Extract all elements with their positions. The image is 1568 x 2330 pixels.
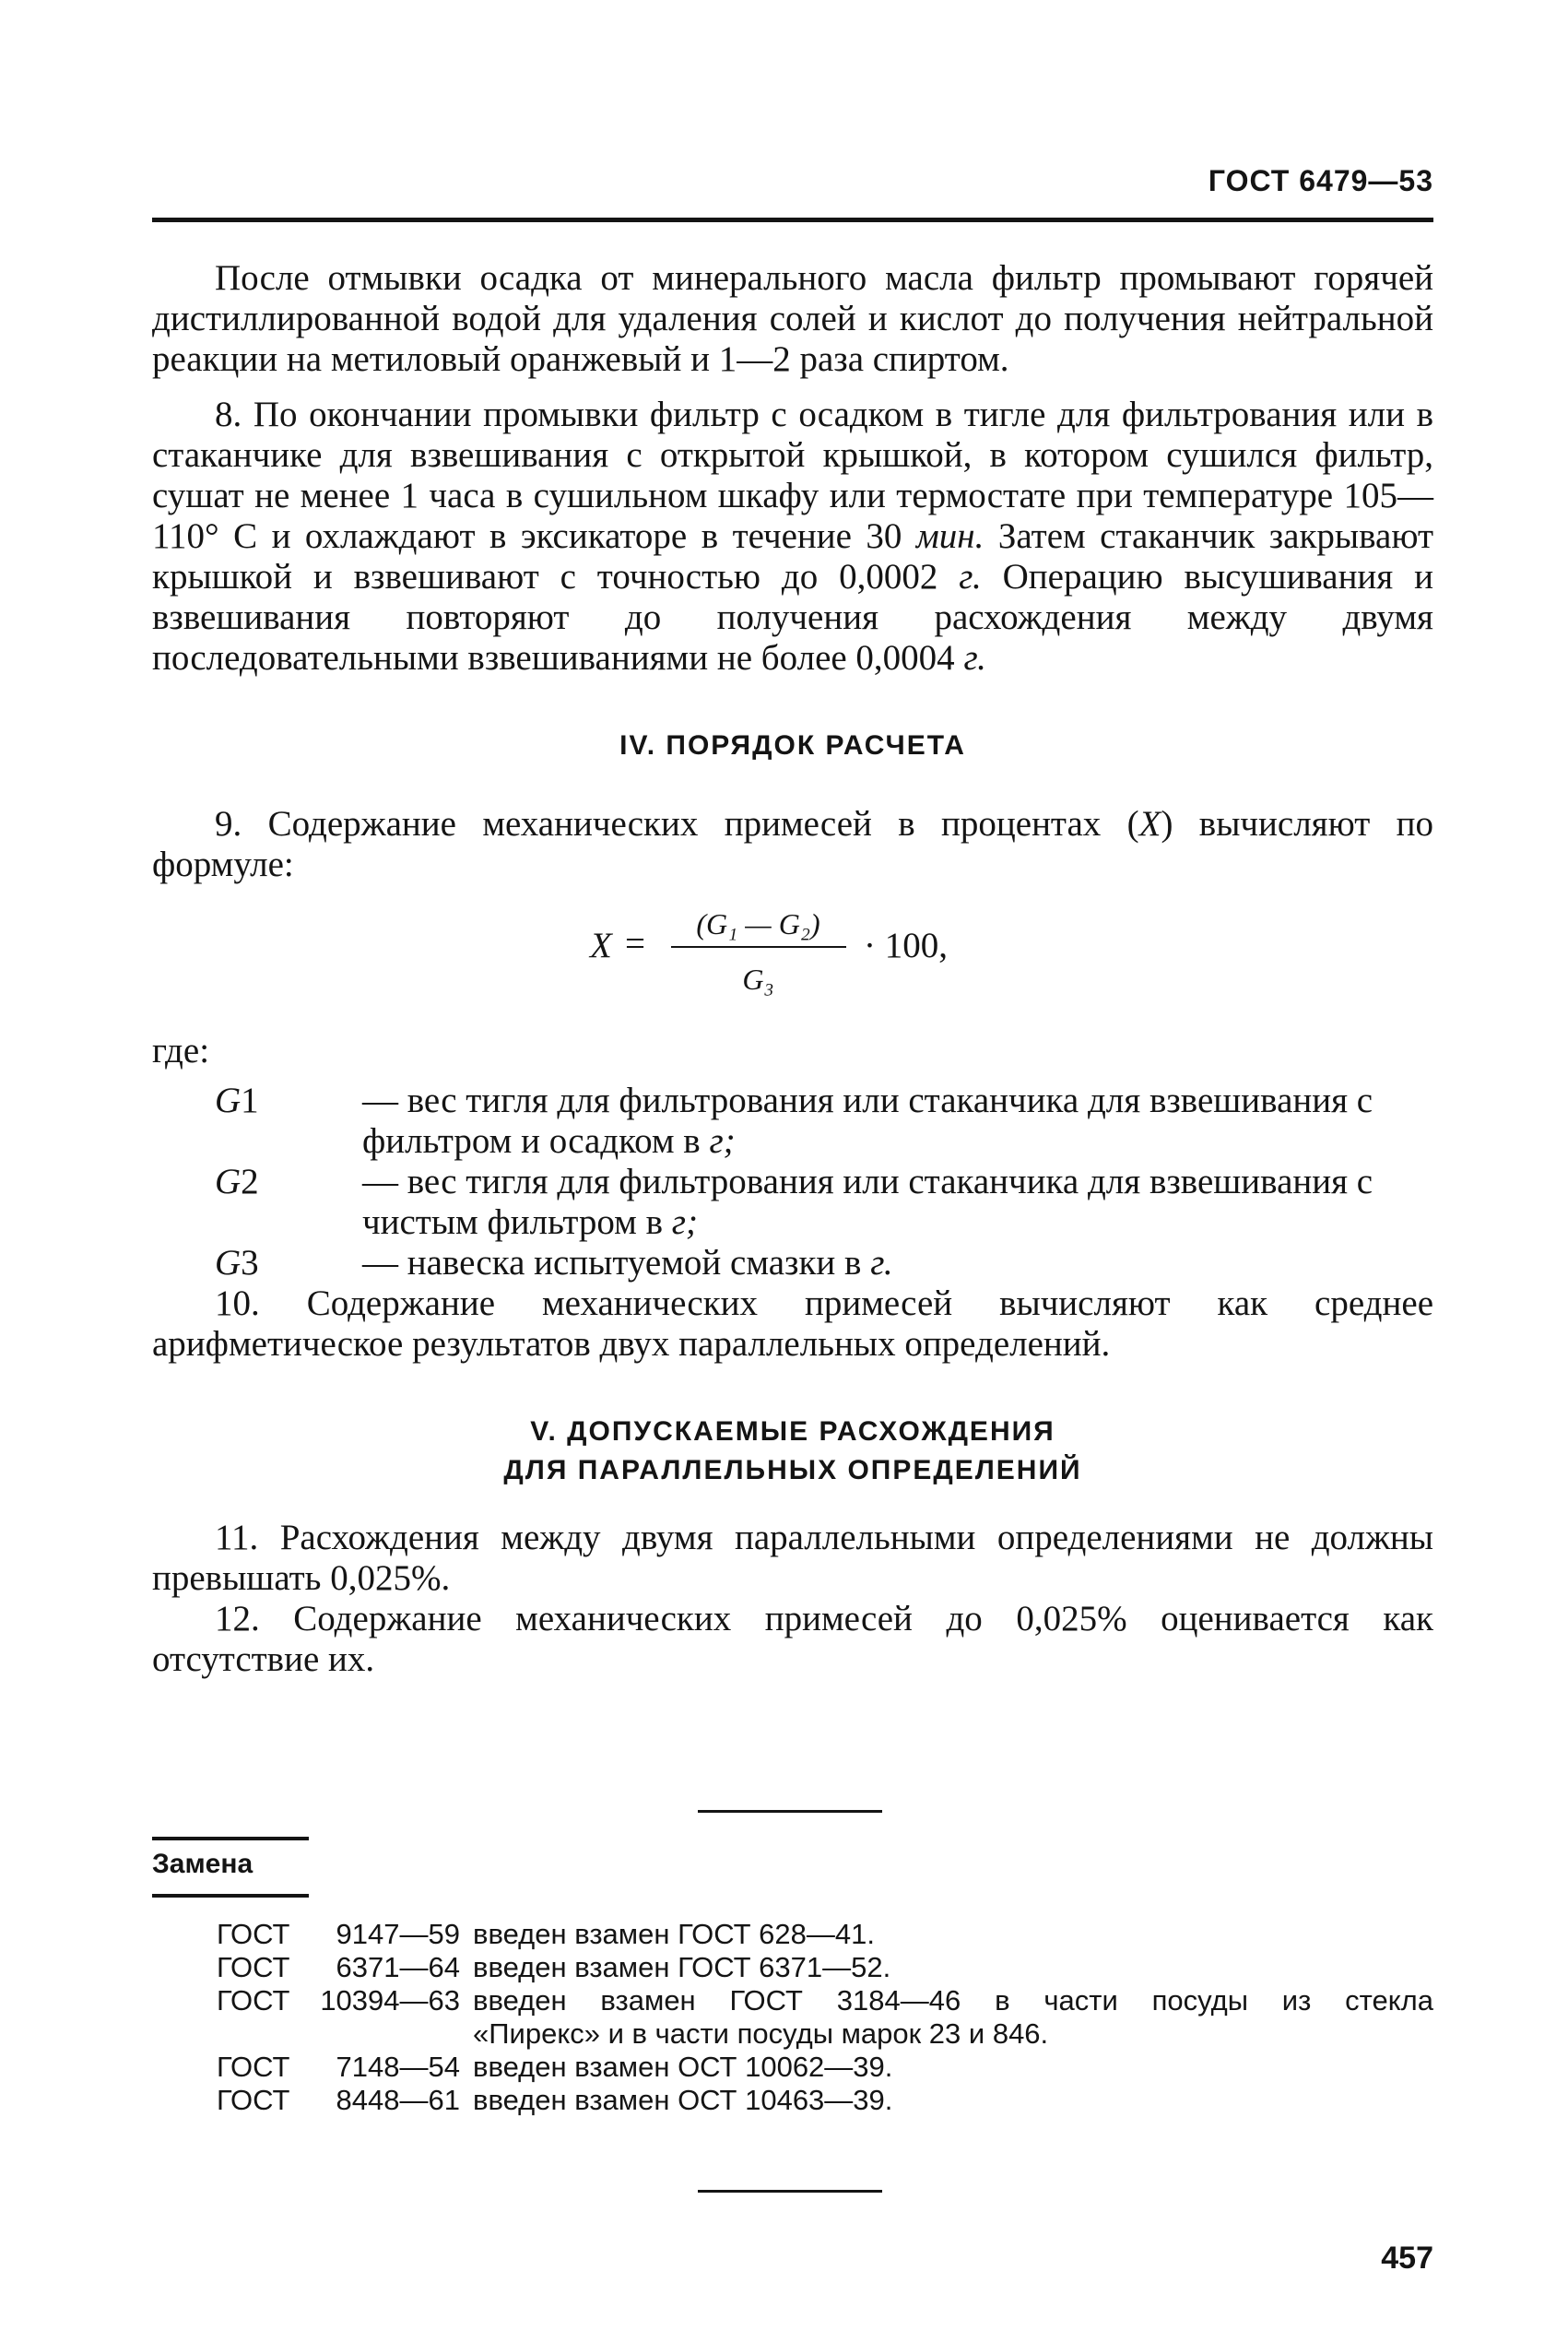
definition-body: — вес тигля для фильтрования или стаканчика для взвешивания с чистым фильтром в — [362, 1162, 1373, 1242]
symbol-letter: G — [215, 1081, 242, 1120]
paragraph-8 — [152, 395, 1433, 679]
paragraph-9 — [152, 804, 1433, 885]
p8-unit-min: мин. — [915, 516, 984, 556]
page-number: 457 — [1381, 2241, 1433, 2276]
section-v-title-line1: V. ДОПУСКАЕМЫЕ РАСХОЖДЕНИЯ — [530, 1416, 1055, 1447]
section-iv-title: IV. ПОРЯДОК РАСЧЕТА — [619, 730, 966, 761]
definition-g2 — [152, 1162, 1433, 1243]
paragraph-10: 10. Содержание механических примесей вычисляют как среднее арифметическое результатов двух параллельных определений. — [152, 1283, 1433, 1364]
document-page — [152, 0, 1433, 2330]
formula-fraction-bar — [671, 946, 846, 948]
p8-text-3: Операцию высушивания и взвешивания повторяют до получения расхождения между двумя последовательными взвешиваниями не более 0,0004 — [152, 557, 1433, 678]
definition-body: — навеска испытуемой смазки в — [362, 1243, 871, 1283]
replacement-prefix: ГОСТ — [217, 1918, 290, 1950]
definition-body: — вес тигля для фильтрования или стаканчика для взвешивания с фильтром и осадком в — [362, 1081, 1373, 1161]
symbol-g1 — [152, 1081, 362, 1162]
formula-equals: = — [625, 924, 645, 964]
definition-g3 — [152, 1243, 1433, 1283]
footnote-title: Замена — [152, 1849, 253, 1879]
replacement-text: введен взамен ГОСТ 6371—52. — [473, 1951, 891, 1983]
replacement-prefix: ГОСТ — [217, 1984, 290, 2017]
definition-text — [362, 1243, 1433, 1283]
p8-text-2: Затем стаканчик закрывают крышкой и взвешивают с точностью до 0,0002 — [152, 516, 1433, 597]
replacement-text: введен взамен ГОСТ 628—41. — [473, 1918, 875, 1950]
symbol-letter: G — [215, 1243, 242, 1283]
replacement-text: введен взамен ОСТ 10062—39. — [473, 2051, 893, 2083]
replacement-row — [217, 1918, 1433, 1951]
paragraph-intro: После отмывки осадка от минерального масла фильтр промывают горячей дистиллированной водой для удаления солей и кислот до получения нейтральной реакции на метиловый оранжевый и 1—2 раза спиртом. — [152, 258, 1433, 379]
definition-text — [362, 1162, 1433, 1243]
footnote-rule-bottom — [152, 1894, 309, 1898]
section-v-title-line2: ДЛЯ ПАРАЛЛЕЛЬНЫХ ОПРЕДЕЛЕНИЙ — [503, 1455, 1082, 1485]
p9-text-2: ) вычисляют по формуле: — [152, 804, 1433, 884]
symbol-g2 — [152, 1162, 362, 1243]
header-rule — [152, 218, 1433, 222]
symbol-g3 — [152, 1243, 362, 1283]
formula-denominator: G₃ — [742, 963, 774, 996]
footnote-rule-top — [152, 1837, 309, 1840]
replacement-prefix: ГОСТ — [217, 2051, 290, 2083]
formula-lhs: X — [590, 926, 612, 965]
p8-text-1: 8. По окончании промывки фильтр с осадком в тигле для фильтрования или в стаканчике для взвешивания с открытой крышкой, в котором сушился фильтр, сушат не менее 1 часа в сушильном шкафу или термостате при температуре 105—110° С и охлаждают в эксикаторе в течение 30 — [152, 395, 1433, 556]
replacement-number: 8448—61 — [336, 2084, 460, 2116]
replacement-prefix: ГОСТ — [217, 2084, 290, 2116]
symbol-index: 1 — [241, 1081, 259, 1120]
separator-rule-bottom — [698, 2190, 882, 2193]
replacement-text: введен взамен ГОСТ 3184—46 в части посуды из стекла — [473, 1984, 1433, 2017]
symbol-index: 3 — [241, 1243, 259, 1283]
formula-multiplier: · 100, — [864, 926, 948, 965]
definition-text — [362, 1081, 1433, 1162]
replacement-number: 9147—59 — [336, 1918, 460, 1950]
replacement-row — [217, 2084, 1433, 2117]
body-text — [152, 258, 1433, 1680]
replacement-list — [217, 1918, 1433, 2117]
replacement-row — [217, 1951, 1433, 1984]
variable-definitions — [152, 1081, 1433, 1283]
symbol-letter: G — [215, 1162, 242, 1201]
replacement-row — [217, 1984, 1433, 2017]
replacement-number: 6371—64 — [336, 1951, 460, 1983]
where-label: где: — [152, 1031, 210, 1070]
section-v-title — [152, 1413, 1433, 1490]
replacement-prefix: ГОСТ — [217, 1951, 290, 1983]
definition-unit: г; — [709, 1121, 736, 1161]
paragraph-12: 12. Содержание механических примесей до 0,025% оценивается как отсутствие их. — [152, 1599, 1433, 1679]
p8-unit-g1: г. — [959, 557, 982, 597]
formula-numerator: (G₁ — G₂) — [696, 907, 820, 940]
paragraph-11: 11. Расхождения между двумя параллельными определениями не должны превышать 0,025%. — [152, 1518, 1433, 1598]
replacement-row — [217, 2051, 1433, 2084]
p8-unit-g2: г. — [963, 638, 986, 678]
replacement-number: 10394—63 — [320, 1984, 460, 2017]
separator-rule-top — [698, 1810, 882, 1813]
p9-text-1: 9. Содержание механических примесей в процентах ( — [215, 804, 1139, 844]
replacement-text: введен взамен ОСТ 10463—39. — [473, 2084, 893, 2116]
symbol-index: 2 — [241, 1162, 259, 1201]
formula — [152, 893, 1433, 1031]
definition-g1 — [152, 1081, 1433, 1162]
running-head: ГОСТ 6479—53 — [1208, 164, 1433, 197]
p9-variable: X — [1138, 804, 1161, 844]
definition-unit: г. — [870, 1243, 893, 1283]
replacement-number: 7148—54 — [336, 2051, 460, 2083]
replacement-text-continued: «Пирекс» и в части посуды марок 23 и 846. — [473, 2017, 1049, 2050]
definition-unit: г; — [671, 1202, 698, 1242]
